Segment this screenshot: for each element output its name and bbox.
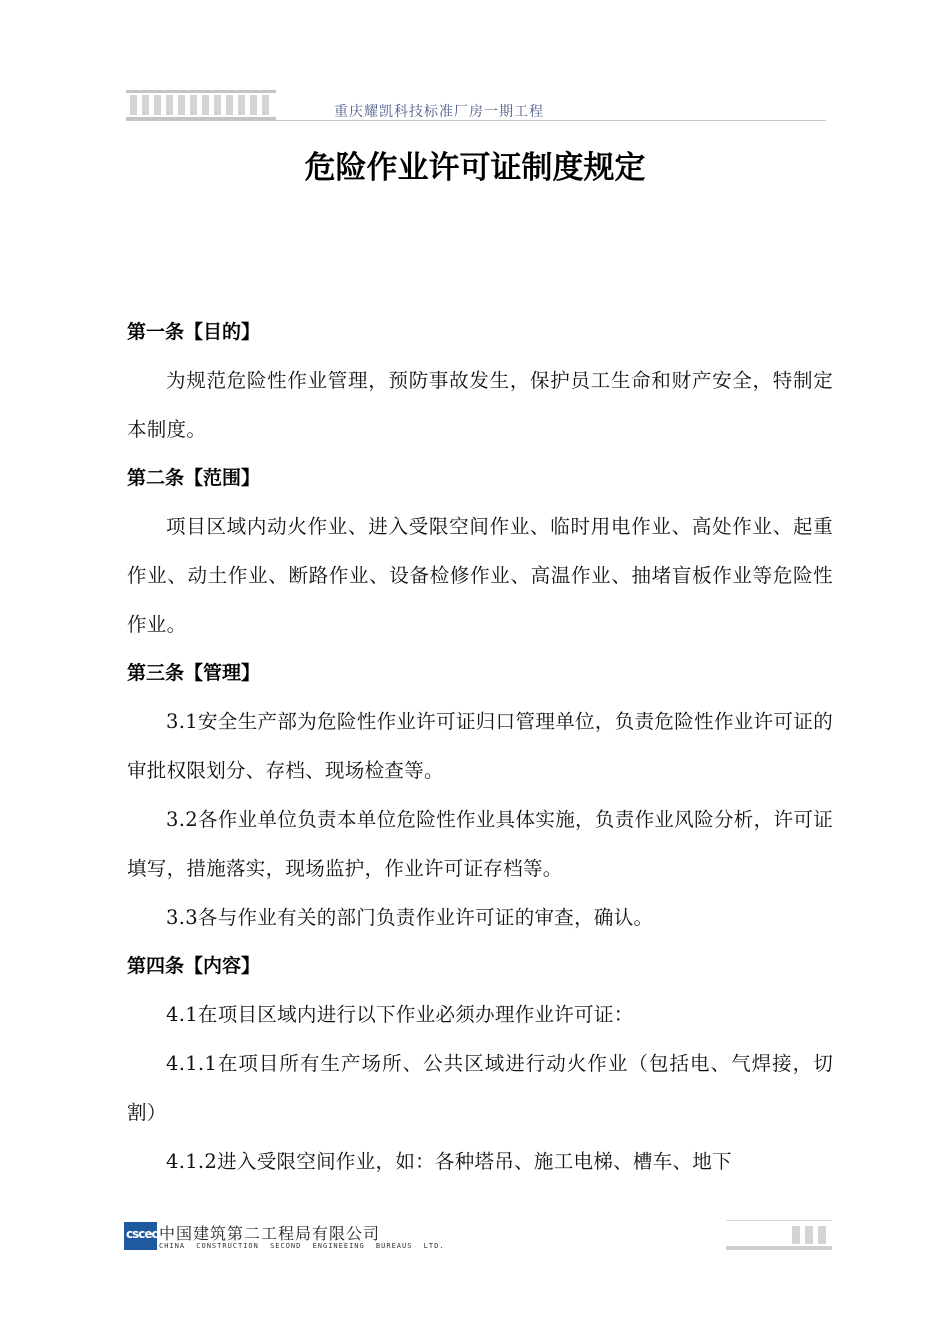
footer-company-name-en: CHINA CONSTRUCTION SECOND ENGINEEING BUREAUS LTD. <box>159 1242 445 1250</box>
section-heading: 第三条【管理】 <box>127 662 261 684</box>
company-logo <box>124 1222 157 1250</box>
paragraph: 3.2各作业单位负责本单位危险性作业具体实施，负责作业风险分析，许可证填写，措施落实，现场监护，作业许可证存档等。 <box>127 808 833 880</box>
header-divider <box>126 120 826 121</box>
section-heading: 第二条【范围】 <box>127 467 261 489</box>
paragraph: 3.3各与作业有关的部门负责作业许可证的审查，确认。 <box>166 906 654 929</box>
logo-text: cscec <box>126 1227 158 1241</box>
paragraph: 4.1.1在项目所有生产场所、公共区域进行动火作业（包括电、气焊接，切割） <box>127 1052 833 1124</box>
section-heading: 第四条【内容】 <box>127 955 261 977</box>
paragraph: 3.1安全生产部为危险性作业许可证归口管理单位，负责危险性作业许可证的审批权限划分、存档、现场检查等。 <box>127 710 833 782</box>
paragraph: 项目区域内动火作业、进入受限空间作业、临时用电作业、高处作业、起重作业、动土作业、断路作业、设备检修作业、高温作业、抽堵盲板作业等危险性作业。 <box>127 515 833 636</box>
footer-company-name: 中国建筑第二工程局有限公司 <box>159 1224 381 1243</box>
header-decoration <box>126 90 276 120</box>
paragraph: 4.1.2进入受限空间作业，如：各种塔吊、施工电梯、槽车、地下 <box>166 1150 732 1173</box>
document-title: 危险作业许可证制度规定 <box>304 150 646 186</box>
header-project-name: 重庆耀凯科技标准厂房一期工程 <box>334 104 544 120</box>
section-heading: 第一条【目的】 <box>127 321 261 343</box>
paragraph: 为规范危险性作业管理，预防事故发生，保护员工生命和财产安全，特制定本制度。 <box>127 369 833 441</box>
document-body <box>127 313 833 1186</box>
footer-decoration <box>726 1218 832 1256</box>
paragraph: 4.1在项目区域内进行以下作业必须办理作业许可证： <box>166 1003 634 1026</box>
